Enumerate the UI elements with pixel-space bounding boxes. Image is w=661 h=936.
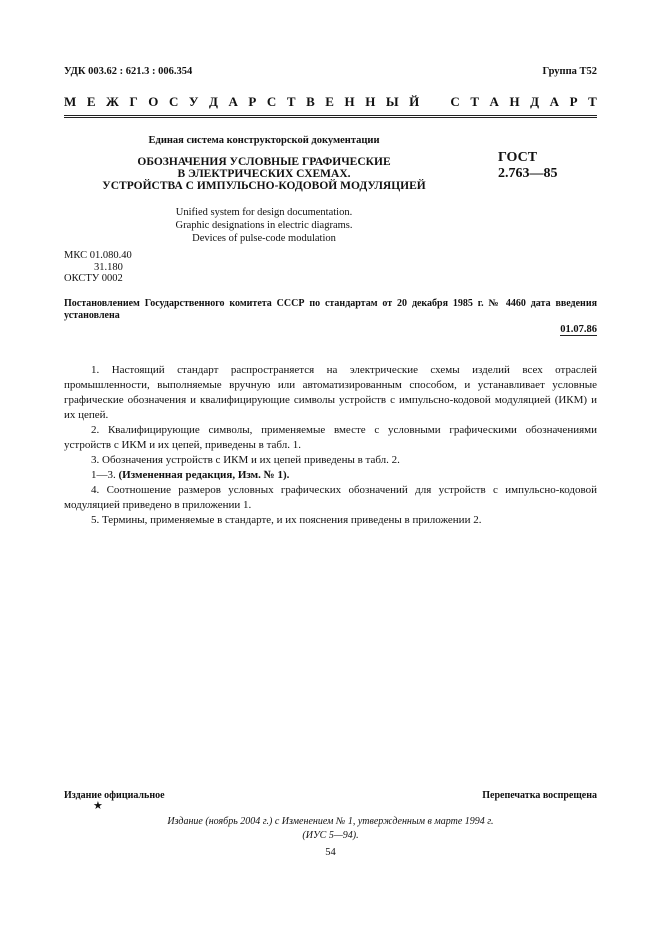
heading-letter: Й	[409, 94, 420, 109]
paragraph-amendment	[64, 468, 597, 483]
heading-letter: Т	[588, 94, 597, 109]
mks-code: МКС 01.080.40	[64, 250, 132, 261]
paragraph-1: 1. Настоящий стандарт распространяется на электрические схемы изделий всех отраслей промышленности, выполняемые вручную или автоматизированным способом, и устанавливает условные графические обозначения и квалифицирующие символы устройств с импульсно-кодовой модуляцией (ИКМ) и их цепей.	[64, 364, 597, 421]
gost-label: ГОСТ	[498, 150, 538, 165]
edition-note	[64, 815, 597, 843]
heading-letter: С	[168, 94, 179, 109]
heading-letter: Н	[365, 94, 376, 109]
heading-letter: Н	[509, 94, 520, 109]
heading-letter: О	[148, 94, 159, 109]
paragraph-3: 3. Обозначения устройств с ИКМ и их цепей приведены в табл. 2.	[91, 454, 400, 466]
body-text	[64, 363, 597, 528]
heading-letter: В	[306, 94, 315, 109]
heading-letter: Ы	[385, 94, 399, 109]
heading-letter: Г	[129, 94, 138, 109]
title-line-1: ОБОЗНАЧЕНИЯ УСЛОВНЫЕ ГРАФИЧЕСКИЕ	[137, 156, 391, 168]
document-title	[64, 156, 464, 192]
heading-letter: А	[549, 94, 560, 109]
english-line-3: Devices of pulse-code modulation	[192, 233, 336, 244]
heading-letter: А	[489, 94, 499, 109]
title-line-2: В ЭЛЕКТРИЧЕСКИХ СХЕМАХ.	[177, 168, 351, 180]
english-line-1: Unified system for design documentation.	[175, 207, 353, 218]
system-name: Единая система конструкторской документации	[148, 135, 380, 146]
paragraph-4: 4. Соотношение размеров условных графических обозначений для устройств с импульсно-кодовой модуляцией приведено в приложении 1.	[64, 484, 597, 511]
heading-letter: С	[450, 94, 460, 109]
classification-codes	[64, 250, 132, 285]
heading-letter: Р	[569, 94, 578, 109]
group-code: Группа Т52	[542, 66, 597, 77]
udk-code: УДК 003.62 : 621.3 : 006.354	[64, 66, 193, 77]
decree-text: Постановлением Государственного комитета СССР по стандартам от 20 декабря 1985 г. № 4460 дата введения установлена	[64, 298, 597, 321]
heading-letter: Ж	[106, 94, 119, 109]
amendment-prefix: 1—3.	[91, 469, 116, 481]
reprint-prohibited: Перепечатка воспрещена	[482, 790, 597, 801]
gost-number: 2.763—85	[498, 166, 558, 181]
paragraph-5: 5. Термины, применяемые в стандарте, и их пояснения приведены в приложении 2.	[91, 514, 482, 526]
page-number: 54	[325, 847, 336, 858]
heading-letter: А	[228, 94, 238, 109]
gost-designation	[498, 150, 558, 182]
heading-gap	[430, 94, 440, 110]
heading-letter: Д	[530, 94, 540, 109]
header-rule-bottom	[64, 117, 597, 118]
heading-letter: У	[188, 94, 199, 109]
mks-code-2: 31.180	[94, 261, 123, 273]
english-line-2: Graphic designations in electric diagrams.	[175, 220, 353, 231]
official-edition: Издание официальное	[64, 790, 165, 801]
edition-line-1: Издание (ноябрь 2004 г.) с Изменением № 1, утвержденным в марте 1994 г.	[167, 816, 494, 827]
paragraph-2: 2. Квалифицирующие символы, применяемые вместе с условными графическими обозначениями устройств с ИКМ и их цепей, приведены в табл. 1.	[64, 424, 597, 451]
heading-letter: Н	[344, 94, 355, 109]
okstu-code: ОКСТУ 0002	[64, 273, 123, 284]
heading-letter: С	[266, 94, 277, 109]
heading-letter: Т	[470, 94, 479, 109]
heading-letter: Е	[86, 94, 96, 109]
heading-letter: Е	[325, 94, 334, 109]
amendment-note: (Измененная редакция, Изм. № 1).	[118, 469, 290, 481]
standard-type-heading	[64, 94, 597, 110]
star-icon: ★	[93, 800, 103, 812]
effective-date: 01.07.86	[560, 324, 597, 335]
heading-letter: Д	[208, 94, 218, 109]
heading-letter: Т	[286, 94, 296, 109]
english-title	[64, 206, 464, 245]
heading-letter: Р	[248, 94, 257, 109]
title-line-3: УСТРОЙСТВА С ИМПУЛЬСНО-КОДОВОЙ МОДУЛЯЦИЕЙ	[102, 180, 426, 192]
heading-letter: М	[64, 94, 77, 109]
header-rule-top	[64, 115, 597, 116]
edition-line-2: (ИУС 5—94).	[302, 830, 359, 841]
